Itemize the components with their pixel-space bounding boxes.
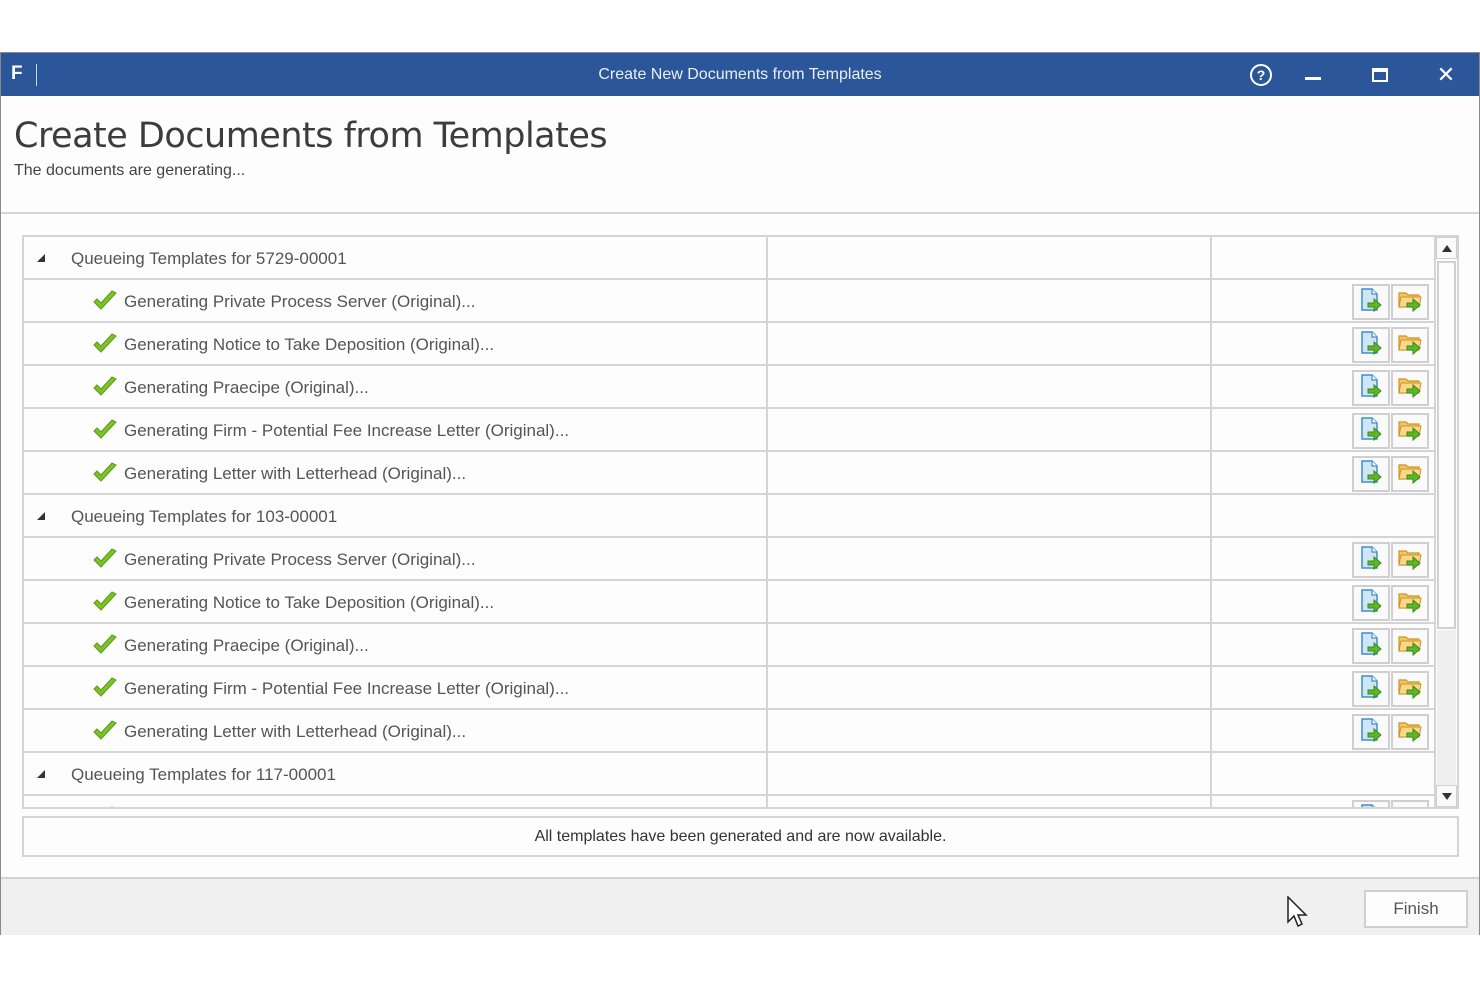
- template-progress-grid: [22, 235, 1459, 809]
- actions-cell: [1212, 624, 1434, 665]
- open-folder-icon: [1397, 330, 1423, 361]
- actions-cell: [1212, 710, 1434, 751]
- open-document-icon: [1358, 545, 1384, 576]
- group-row[interactable]: [24, 237, 1434, 280]
- open-document-icon: [1358, 631, 1384, 662]
- checkmark-icon: [92, 806, 118, 809]
- help-button[interactable]: [1237, 53, 1285, 96]
- group-cell: [24, 753, 768, 794]
- actions-cell: [1212, 538, 1434, 579]
- group-cell: [24, 237, 768, 278]
- page-title: Create Documents from Templates: [14, 116, 608, 156]
- empty-cell: [768, 366, 1212, 407]
- template-item-row-partial[interactable]: [24, 796, 1434, 809]
- close-button[interactable]: [1422, 53, 1470, 96]
- title-bar: [1, 53, 1479, 96]
- scroll-up-button[interactable]: [1436, 237, 1457, 259]
- open-folder-icon: [1397, 717, 1423, 748]
- item-label: Generating Letter with Letterhead (Original)...: [124, 722, 467, 741]
- open-folder-icon: [1397, 545, 1423, 576]
- item-label: Generating Firm - Potential Fee Increase Letter (Original)...: [124, 679, 570, 698]
- open-folder-button[interactable]: [1391, 284, 1429, 320]
- checkmark-icon: [92, 376, 118, 398]
- checkmark-icon: [92, 634, 118, 656]
- checkmark-icon: [92, 720, 118, 742]
- open-document-button[interactable]: [1352, 542, 1390, 578]
- item-label: Generating Firm - Potential Fee Increase Letter (Original)...: [124, 421, 570, 440]
- checkmark-icon: [92, 333, 118, 355]
- item-cell: [24, 409, 768, 450]
- item-cell: [24, 624, 768, 665]
- scroll-down-button[interactable]: [1436, 785, 1457, 807]
- actions-cell: [1212, 323, 1434, 364]
- template-item-row[interactable]: [24, 581, 1434, 624]
- open-document-button[interactable]: [1352, 714, 1390, 750]
- open-folder-button[interactable]: [1391, 714, 1429, 750]
- actions-cell: [1212, 409, 1434, 450]
- open-document-button[interactable]: [1352, 370, 1390, 406]
- open-folder-icon: [1397, 373, 1423, 404]
- empty-cell: [768, 710, 1212, 751]
- open-folder-button[interactable]: [1391, 671, 1429, 707]
- open-folder-icon: [1397, 416, 1423, 447]
- grid-rows: [24, 237, 1434, 809]
- open-document-button[interactable]: [1352, 327, 1390, 363]
- open-folder-button[interactable]: [1391, 370, 1429, 406]
- group-row[interactable]: [24, 495, 1434, 538]
- vertical-scrollbar[interactable]: [1434, 237, 1457, 807]
- open-folder-button[interactable]: [1391, 585, 1429, 621]
- open-document-icon: [1358, 588, 1384, 619]
- open-folder-button[interactable]: [1391, 456, 1429, 492]
- template-item-row[interactable]: [24, 710, 1434, 753]
- open-folder-icon: [1397, 287, 1423, 318]
- empty-cell: [768, 495, 1212, 536]
- template-item-row[interactable]: [24, 538, 1434, 581]
- item-cell: [24, 710, 768, 751]
- open-document-button[interactable]: [1352, 284, 1390, 320]
- open-document-button[interactable]: [1352, 800, 1390, 809]
- actions-cell: [1212, 366, 1434, 407]
- group-cell: [24, 495, 768, 536]
- empty-cell: [768, 323, 1212, 364]
- maximize-icon: [1372, 68, 1388, 82]
- template-item-row[interactable]: [24, 452, 1434, 495]
- open-document-icon: [1358, 674, 1384, 705]
- open-folder-button[interactable]: [1391, 628, 1429, 664]
- empty-cell: [768, 538, 1212, 579]
- open-document-icon: [1358, 459, 1384, 490]
- open-folder-icon: [1397, 588, 1423, 619]
- item-label: Generating Praecipe (Original)...: [124, 636, 369, 655]
- open-document-button[interactable]: [1352, 456, 1390, 492]
- checkmark-icon: [92, 591, 118, 613]
- open-document-button[interactable]: [1352, 628, 1390, 664]
- actions-cell: [1212, 581, 1434, 622]
- open-folder-button[interactable]: [1391, 542, 1429, 578]
- group-label: Queueing Templates for 117-00001: [71, 765, 336, 784]
- collapse-triangle-icon[interactable]: [37, 512, 45, 520]
- template-item-row[interactable]: [24, 280, 1434, 323]
- empty-cell: [768, 667, 1212, 708]
- item-cell: [24, 366, 768, 407]
- item-cell: [24, 538, 768, 579]
- open-folder-icon: [1397, 674, 1423, 705]
- status-message: All templates have been generated and are now available.: [22, 816, 1459, 857]
- minimize-icon: [1305, 77, 1321, 80]
- minimize-button[interactable]: [1289, 53, 1337, 96]
- page-subtitle: The documents are generating...: [14, 162, 246, 179]
- actions-cell: [1212, 237, 1434, 278]
- empty-cell: [768, 753, 1212, 794]
- item-label: Generating Notice to Take Deposition (Original)...: [124, 335, 495, 354]
- empty-cell: [768, 280, 1212, 321]
- open-document-icon: [1358, 416, 1384, 447]
- collapse-triangle-icon[interactable]: [37, 254, 45, 262]
- finish-button[interactable]: Finish: [1364, 890, 1468, 928]
- maximize-button[interactable]: [1356, 53, 1404, 96]
- checkmark-icon: [92, 548, 118, 570]
- app-logo: F: [11, 63, 23, 84]
- template-item-row[interactable]: [24, 667, 1434, 710]
- item-label: Generating Private Process Server (Original)...: [124, 550, 476, 569]
- item-cell: [24, 667, 768, 708]
- open-document-icon: [1358, 717, 1384, 748]
- arrow-down-icon: [1442, 793, 1452, 800]
- scrollbar-thumb[interactable]: [1437, 261, 1456, 629]
- item-label: Generating Private Process Server (Original)...: [124, 292, 476, 311]
- item-cell: [24, 280, 768, 321]
- empty-cell: [768, 796, 1212, 809]
- item-cell: [24, 452, 768, 493]
- footer: [1, 877, 1479, 935]
- actions-cell: [1212, 667, 1434, 708]
- actions-cell: [1212, 495, 1434, 536]
- open-folder-button[interactable]: [1391, 327, 1429, 363]
- open-document-button[interactable]: [1352, 585, 1390, 621]
- arrow-up-icon: [1442, 245, 1452, 252]
- actions-cell: [1212, 796, 1434, 809]
- checkmark-icon: [92, 290, 118, 312]
- checkmark-icon: [92, 677, 118, 699]
- dialog-window: [0, 52, 1480, 935]
- item-label: Generating Notice to Take Deposition (Original)...: [124, 593, 495, 612]
- template-item-row[interactable]: [24, 409, 1434, 452]
- checkmark-icon: [92, 462, 118, 484]
- close-icon: ✕: [1436, 61, 1456, 87]
- actions-cell: [1212, 452, 1434, 493]
- empty-cell: [768, 624, 1212, 665]
- item-label: Generating Praecipe (Original)...: [124, 378, 369, 397]
- template-item-row[interactable]: [24, 323, 1434, 366]
- mouse-cursor-icon: [1286, 896, 1308, 928]
- window-title: Create New Documents from Templates: [598, 66, 882, 83]
- item-cell: [24, 581, 768, 622]
- open-folder-icon: [1397, 803, 1423, 810]
- open-folder-icon: [1397, 459, 1423, 490]
- open-document-icon: [1358, 373, 1384, 404]
- item-cell: [24, 323, 768, 364]
- item-label: Generating Letter with Letterhead (Original)...: [124, 464, 467, 483]
- open-folder-button[interactable]: [1391, 800, 1429, 809]
- item-cell: [24, 796, 768, 809]
- checkmark-icon: [92, 419, 118, 441]
- collapse-triangle-icon[interactable]: [37, 770, 45, 778]
- empty-cell: [768, 581, 1212, 622]
- scrollbar-track[interactable]: [1437, 630, 1456, 785]
- template-item-row[interactable]: [24, 366, 1434, 409]
- open-document-icon: [1358, 803, 1384, 810]
- help-icon: ?: [1250, 64, 1272, 86]
- empty-cell: [768, 409, 1212, 450]
- open-document-icon: [1358, 330, 1384, 361]
- empty-cell: [768, 237, 1212, 278]
- open-document-button[interactable]: [1352, 413, 1390, 449]
- open-folder-button[interactable]: [1391, 413, 1429, 449]
- group-label: Queueing Templates for 5729-00001: [71, 249, 347, 268]
- open-document-button[interactable]: [1352, 671, 1390, 707]
- template-item-row[interactable]: [24, 624, 1434, 667]
- actions-cell: [1212, 280, 1434, 321]
- open-document-icon: [1358, 287, 1384, 318]
- group-label: Queueing Templates for 103-00001: [71, 507, 338, 526]
- actions-cell: [1212, 753, 1434, 794]
- header: [1, 96, 1479, 214]
- empty-cell: [768, 452, 1212, 493]
- open-folder-icon: [1397, 631, 1423, 662]
- group-row[interactable]: [24, 753, 1434, 796]
